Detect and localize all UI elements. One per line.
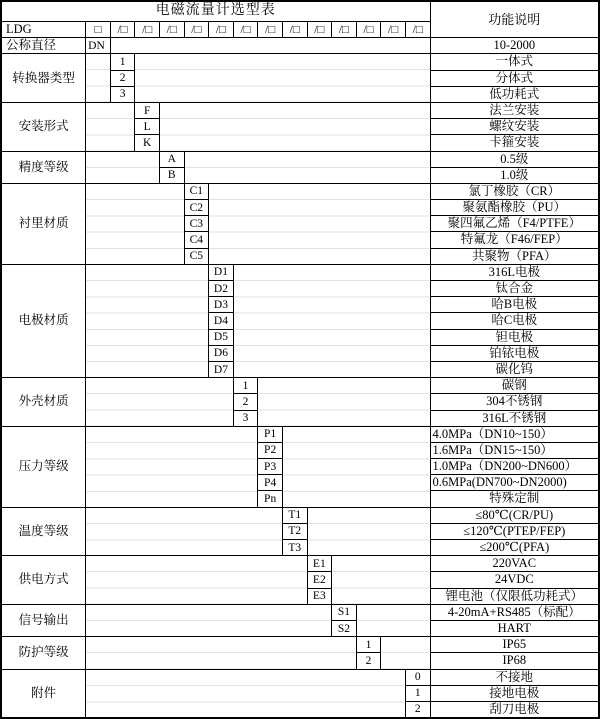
desc-cell: ≤80℃(CR/PU) bbox=[431, 508, 599, 524]
category-label: 信号输出 bbox=[2, 605, 86, 637]
code-cell: P1 bbox=[258, 427, 283, 443]
desc-cell: 低功耗式 bbox=[431, 87, 599, 103]
ladder-gap bbox=[86, 670, 406, 719]
ladder-gap bbox=[209, 184, 430, 265]
code-cell: P4 bbox=[258, 475, 283, 491]
code-cell: T1 bbox=[283, 508, 308, 524]
desc-cell: 卡箍安装 bbox=[431, 135, 599, 151]
desc-cell: 法兰安装 bbox=[431, 103, 599, 119]
code-cell: 3 bbox=[111, 87, 136, 103]
desc-cell: 316L电极 bbox=[431, 265, 599, 281]
code-cell: D5 bbox=[209, 330, 234, 346]
desc-cell: 聚四氟乙烯（F4/PTFE） bbox=[431, 216, 599, 232]
desc-cell: HART bbox=[431, 621, 599, 637]
desc-cell: 哈C电极 bbox=[431, 313, 599, 329]
ladder-gap bbox=[283, 427, 431, 508]
desc-cell: IP65 bbox=[431, 637, 599, 653]
code-cell: 2 bbox=[357, 653, 382, 669]
desc-cell: 碳钢 bbox=[431, 378, 599, 394]
desc-cell: 1.6MPa（DN15~150） bbox=[431, 443, 599, 459]
ladder-gap bbox=[111, 38, 431, 54]
code-cell: 1 bbox=[357, 637, 382, 653]
desc-cell: 4.0MPa（DN10~150） bbox=[431, 427, 599, 443]
code-slot: /□ bbox=[209, 22, 234, 38]
code-cell: C5 bbox=[185, 249, 210, 265]
ladder-gap bbox=[160, 103, 431, 152]
ladder-gap bbox=[135, 54, 430, 103]
category-label: 安装形式 bbox=[2, 103, 86, 152]
ladder-gap bbox=[86, 637, 357, 669]
code-cell: D6 bbox=[209, 346, 234, 362]
code-cell: E3 bbox=[308, 589, 333, 605]
desc-cell: 10-2000 bbox=[431, 38, 599, 54]
code-cell: K bbox=[135, 135, 160, 151]
selection-table bbox=[1, 1, 599, 718]
category-label: 转换器类型 bbox=[2, 54, 86, 103]
code-cell: 1 bbox=[111, 54, 136, 70]
category-label: 附件 bbox=[2, 670, 86, 719]
category-label: 电极材质 bbox=[2, 265, 86, 378]
code-cell: E1 bbox=[308, 556, 333, 572]
desc-cell: 共聚物（PFA） bbox=[431, 249, 599, 265]
ladder-gap bbox=[86, 556, 307, 605]
ladder-gap bbox=[86, 265, 209, 378]
code-cell: C3 bbox=[185, 216, 210, 232]
code-slot: /□ bbox=[332, 22, 357, 38]
desc-cell: 1.0级 bbox=[431, 168, 599, 184]
code-slot: /□ bbox=[283, 22, 308, 38]
ladder-gap bbox=[185, 152, 431, 184]
desc-cell: 锂电池（仅限低功耗式） bbox=[431, 589, 599, 605]
code-slot: /□ bbox=[111, 22, 136, 38]
desc-cell: 钽电极 bbox=[431, 330, 599, 346]
desc-cell: 碳化钨 bbox=[431, 362, 599, 378]
code-cell: B bbox=[160, 168, 185, 184]
code-slot: /□ bbox=[357, 22, 382, 38]
ladder-gap bbox=[332, 556, 430, 605]
code-slot: /□ bbox=[185, 22, 210, 38]
category-label: 精度等级 bbox=[2, 152, 86, 184]
ladder-gap bbox=[86, 103, 135, 152]
desc-cell: 一体式 bbox=[431, 54, 599, 70]
desc-cell: 0.5级 bbox=[431, 152, 599, 168]
code-slot: /□ bbox=[160, 22, 185, 38]
code-cell: D4 bbox=[209, 313, 234, 329]
ladder-gap bbox=[357, 605, 431, 637]
code-slot: /□ bbox=[381, 22, 406, 38]
ladder-gap bbox=[86, 54, 111, 103]
code-cell: D7 bbox=[209, 362, 234, 378]
desc-cell: 接地电极 bbox=[431, 686, 599, 702]
model-prefix: LDG bbox=[2, 22, 86, 38]
code-slot: /□ bbox=[135, 22, 160, 38]
desc-cell: 螺纹安装 bbox=[431, 119, 599, 135]
category-label: 供电方式 bbox=[2, 556, 86, 605]
category-label: 衬里材质 bbox=[2, 184, 86, 265]
desc-cell: 特殊定制 bbox=[431, 491, 599, 507]
code-cell: A bbox=[160, 152, 185, 168]
desc-cell: 特氟龙（F46/FEP） bbox=[431, 232, 599, 248]
dn-box-cell: □ bbox=[86, 22, 111, 38]
desc-cell: 1.0MPa（DN200~DN600） bbox=[431, 459, 599, 475]
code-cell: P2 bbox=[258, 443, 283, 459]
ladder-gap bbox=[86, 508, 283, 557]
desc-cell: 4-20mA+RS485（标配） bbox=[431, 605, 599, 621]
code-cell: 0 bbox=[406, 670, 431, 686]
desc-cell: 哈B电极 bbox=[431, 297, 599, 313]
ladder-gap bbox=[381, 637, 430, 669]
ladder-gap bbox=[86, 605, 332, 637]
code-cell: 1 bbox=[406, 686, 431, 702]
desc-cell: 聚氨酯橡胶（PU） bbox=[431, 200, 599, 216]
desc-cell: 钛合金 bbox=[431, 281, 599, 297]
code-cell: T3 bbox=[283, 540, 308, 556]
desc-cell: ≤120℃(PTEP/FEP) bbox=[431, 524, 599, 540]
desc-cell: 24VDC bbox=[431, 572, 599, 588]
desc-cell: 氯丁橡胶（CR） bbox=[431, 184, 599, 200]
desc-cell: 刮刀电极 bbox=[431, 702, 599, 718]
desc-cell: 不接地 bbox=[431, 670, 599, 686]
table-title: 电磁流量计选型表 bbox=[2, 2, 431, 22]
code-cell: 2 bbox=[234, 394, 259, 410]
desc-cell: 304不锈钢 bbox=[431, 394, 599, 410]
desc-cell: 0.6MPa(DN700~DN2000) bbox=[431, 475, 599, 491]
code-cell: E2 bbox=[308, 572, 333, 588]
category-label: 压力等级 bbox=[2, 427, 86, 508]
ladder-gap bbox=[86, 427, 258, 508]
ladder-gap bbox=[86, 184, 184, 265]
code-cell: DN bbox=[86, 38, 111, 54]
code-slot: /□ bbox=[308, 22, 333, 38]
code-cell: T2 bbox=[283, 524, 308, 540]
desc-cell: 铂铱电极 bbox=[431, 346, 599, 362]
code-cell: L bbox=[135, 119, 160, 135]
code-cell: Pn bbox=[258, 491, 283, 507]
code-slot: /□ bbox=[406, 22, 431, 38]
ladder-gap bbox=[258, 378, 430, 427]
ladder-gap bbox=[308, 508, 431, 557]
code-cell: C2 bbox=[185, 200, 210, 216]
code-cell: D2 bbox=[209, 281, 234, 297]
desc-cell: IP68 bbox=[431, 653, 599, 669]
code-cell: C4 bbox=[185, 232, 210, 248]
category-label: 公称直径 bbox=[2, 38, 86, 54]
ladder-gap bbox=[234, 265, 431, 378]
code-cell: 2 bbox=[406, 702, 431, 718]
code-cell: 3 bbox=[234, 411, 259, 427]
category-label: 防护等级 bbox=[2, 637, 86, 669]
function-column-header: 功能说明 bbox=[431, 2, 599, 38]
ladder-gap bbox=[86, 152, 160, 184]
ladder-gap bbox=[86, 378, 234, 427]
desc-cell: 分体式 bbox=[431, 71, 599, 87]
code-cell: 2 bbox=[111, 71, 136, 87]
code-cell: D3 bbox=[209, 297, 234, 313]
code-cell: C1 bbox=[185, 184, 210, 200]
code-slot: /□ bbox=[258, 22, 283, 38]
category-label: 外壳材质 bbox=[2, 378, 86, 427]
category-label: 温度等级 bbox=[2, 508, 86, 557]
code-cell: 1 bbox=[234, 378, 259, 394]
desc-cell: ≤200℃(PFA) bbox=[431, 540, 599, 556]
code-cell: D1 bbox=[209, 265, 234, 281]
code-cell: F bbox=[135, 103, 160, 119]
code-cell: S2 bbox=[332, 621, 357, 637]
desc-cell: 316L不锈钢 bbox=[431, 411, 599, 427]
code-slot: /□ bbox=[234, 22, 259, 38]
code-cell: P3 bbox=[258, 459, 283, 475]
desc-cell: 220VAC bbox=[431, 556, 599, 572]
code-cell: S1 bbox=[332, 605, 357, 621]
